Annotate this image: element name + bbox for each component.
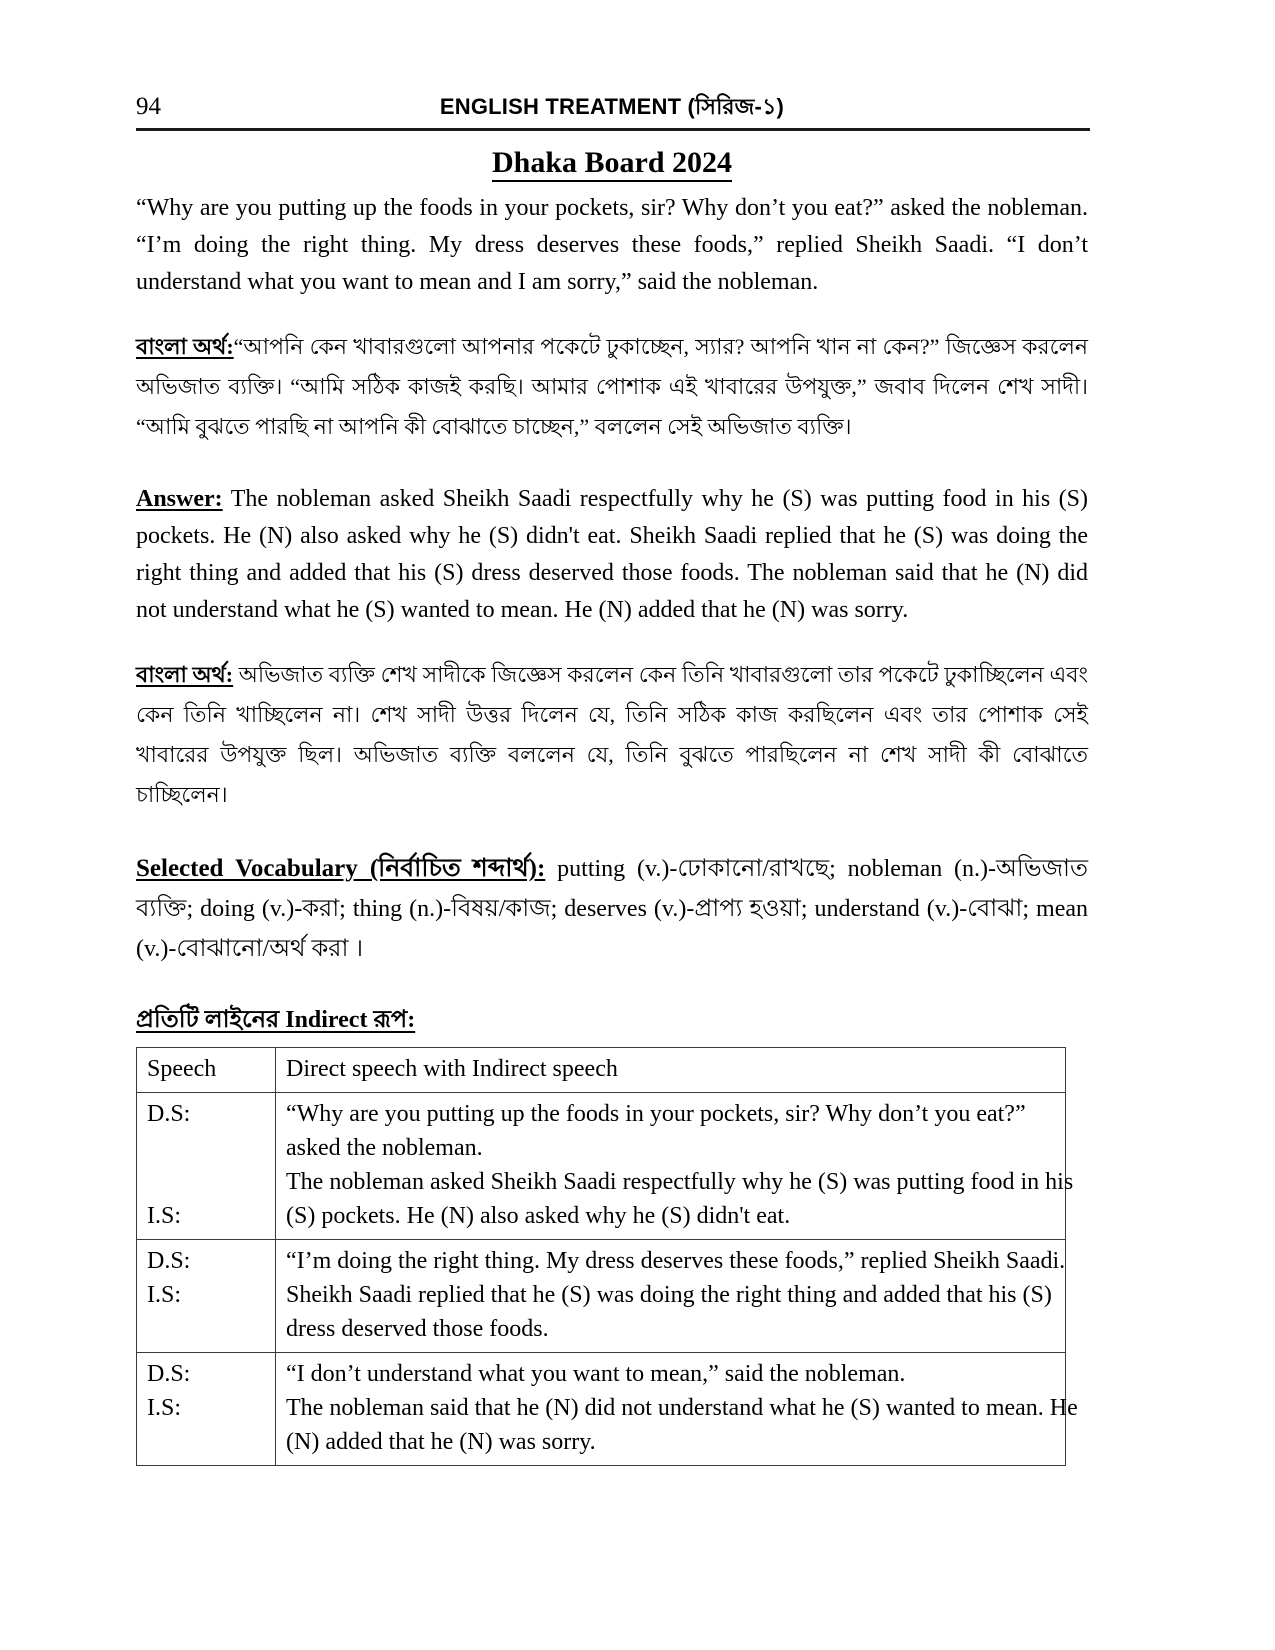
speech-line: “I don’t understand what you want to mean,” said the nobleman.: [286, 1361, 906, 1387]
page-number: 94: [136, 93, 161, 120]
label-spacer: [147, 1131, 265, 1165]
label-spacer: [147, 1165, 265, 1199]
speech-text-cell: [276, 1093, 1074, 1240]
speech-text-cell: [276, 1240, 1066, 1353]
column-header-speech: Speech: [137, 1048, 276, 1093]
table-row: [137, 1240, 1066, 1353]
answer-bangla: [136, 655, 1088, 815]
table-row: [137, 1353, 1066, 1466]
answer-bangla-text: অভিজাত ব্যক্তি শেখ সাদীকে জিজ্ঞেস করলেন কেন তিনি খাবারগুলো তার পকেটে ঢুকাচ্ছিলেন এবং কেন তিনি খাচ্ছিলেন না। শেখ সাদী উত্তর দিলেন যে, তিনি সঠিক কাজ করছিলেন এবং তার পোশাক সেই খাবারের উপযুক্ত ছিল। অভিজাত ব্যক্তি বললেন যে, তিনি বুঝতে পারছিলেন না শেখ সাদী কী বোঝাতে চাচ্ছিলেন।: [136, 662, 1089, 807]
page-title: [136, 144, 1088, 182]
passage-english: “Why are you putting up the foods in your pockets, sir? Why don’t you eat?” asked the nobleman. “I’m doing the right thing. My dress deserves these foods,” replied Sheikh Saadi. “I don’t understand what you want to mean and I am sorry,” said the nobleman.: [136, 195, 1088, 295]
selected-vocabulary: [136, 849, 1088, 969]
is-label: I.S:: [147, 1395, 182, 1421]
answer-text: The nobleman asked Sheikh Saadi respectfully why he (S) was putting food in his (S) pockets. He (N) also asked why he (S) didn't eat. Sheikh Saadi replied that he (S) was doing the right thing and added that his (S) dress deserved those foods. The nobleman said that he (N) did not understand what he (S) wanted to mean. He (N) added that he (N) was sorry.: [136, 486, 1089, 623]
answer-paragraph: [136, 481, 1088, 629]
running-head-title: ENGLISH TREATMENT (সিরিজ-১): [439, 94, 785, 119]
is-label: I.S:: [147, 1282, 182, 1308]
speech-line: (N) added that he (N) was sorry.: [286, 1429, 596, 1455]
table-row: [137, 1093, 1066, 1240]
column-header-direct-indirect: Direct speech with Indirect speech: [276, 1048, 1066, 1093]
is-label: I.S:: [147, 1203, 182, 1229]
speech-line: asked the nobleman.: [286, 1135, 483, 1161]
ds-label: D.S:: [147, 1361, 191, 1387]
answer-bangla-label: বাংলা অর্থ:: [136, 662, 234, 687]
passage-bangla-label: বাংলা অর্থ:: [136, 334, 234, 359]
speech-labels-cell: [137, 1353, 276, 1466]
vocabulary-text: putting (v.)-ঢোকানো/রাখছে; nobleman (n.)-অভিজাত ব্যক্তি; doing (v.)-করা; thing (n.)-বিষয়/কাজ; deserves (v.)-প্রাপ্য হওয়া; understand (v.)-বোঝা; mean (v.)-বোঝানো/অর্থ করা ।: [136, 856, 1089, 962]
speech-table: [136, 1047, 1078, 1466]
speech-line: (S) pockets. He (N) also asked why he (S) didn't eat.: [286, 1203, 791, 1229]
speech-line: “Why are you putting up the foods in your pockets, sir? Why don’t you eat?”: [286, 1101, 1026, 1127]
speech-labels-cell: [137, 1240, 276, 1353]
speech-line: The nobleman said that he (N) did not understand what he (S) wanted to mean. He: [286, 1395, 1078, 1421]
indirect-table-heading-text: প্রতিটি লাইনের Indirect রূপ:: [136, 1007, 416, 1033]
speech-line: The nobleman asked Sheikh Saadi respectfully why he (S) was putting food in his: [286, 1169, 1074, 1195]
speech-line: “I’m doing the right thing. My dress deserves these foods,” replied Sheikh Saadi.: [286, 1248, 1066, 1274]
vocabulary-label: Selected Vocabulary (নির্বাচিত শব্দার্থ):: [136, 855, 546, 882]
ds-label: D.S:: [147, 1248, 191, 1274]
ds-label: D.S:: [147, 1101, 191, 1127]
speech-labels-cell: [137, 1093, 276, 1240]
page-title-text: Dhaka Board 2024: [492, 146, 732, 182]
passage-bangla-text: “আপনি কেন খাবারগুলো আপনার পকেটে ঢুকাচ্ছেন, স্যার? আপনি খান না কেন?” জিজ্ঞেস করলেন অভিজাত ব্যক্তি। “আমি সঠিক কাজই করছি। আমার পোশাক এই খাবারের উপযুক্ত,” জবাব দিলেন শেখ সাদী। “আমি বুঝতে পারছি না আপনি কী বোঝাতে চাচ্ছেন,” বললেন সেই অভিজাত ব্যক্তি।: [136, 334, 1089, 439]
answer-label: Answer:: [136, 486, 223, 512]
speech-text-cell: [276, 1353, 1078, 1466]
speech-line: Sheikh Saadi replied that he (S) was doing the right thing and added that his (S): [286, 1282, 1052, 1308]
running-head: [136, 92, 1088, 138]
page-content: [136, 0, 1088, 1466]
table-header-row: [137, 1048, 1066, 1093]
passage-bangla: [136, 327, 1088, 447]
indirect-table-heading: [136, 1003, 1088, 1037]
speech-line: dress deserved those foods.: [286, 1316, 549, 1342]
header-divider: [136, 128, 1090, 131]
